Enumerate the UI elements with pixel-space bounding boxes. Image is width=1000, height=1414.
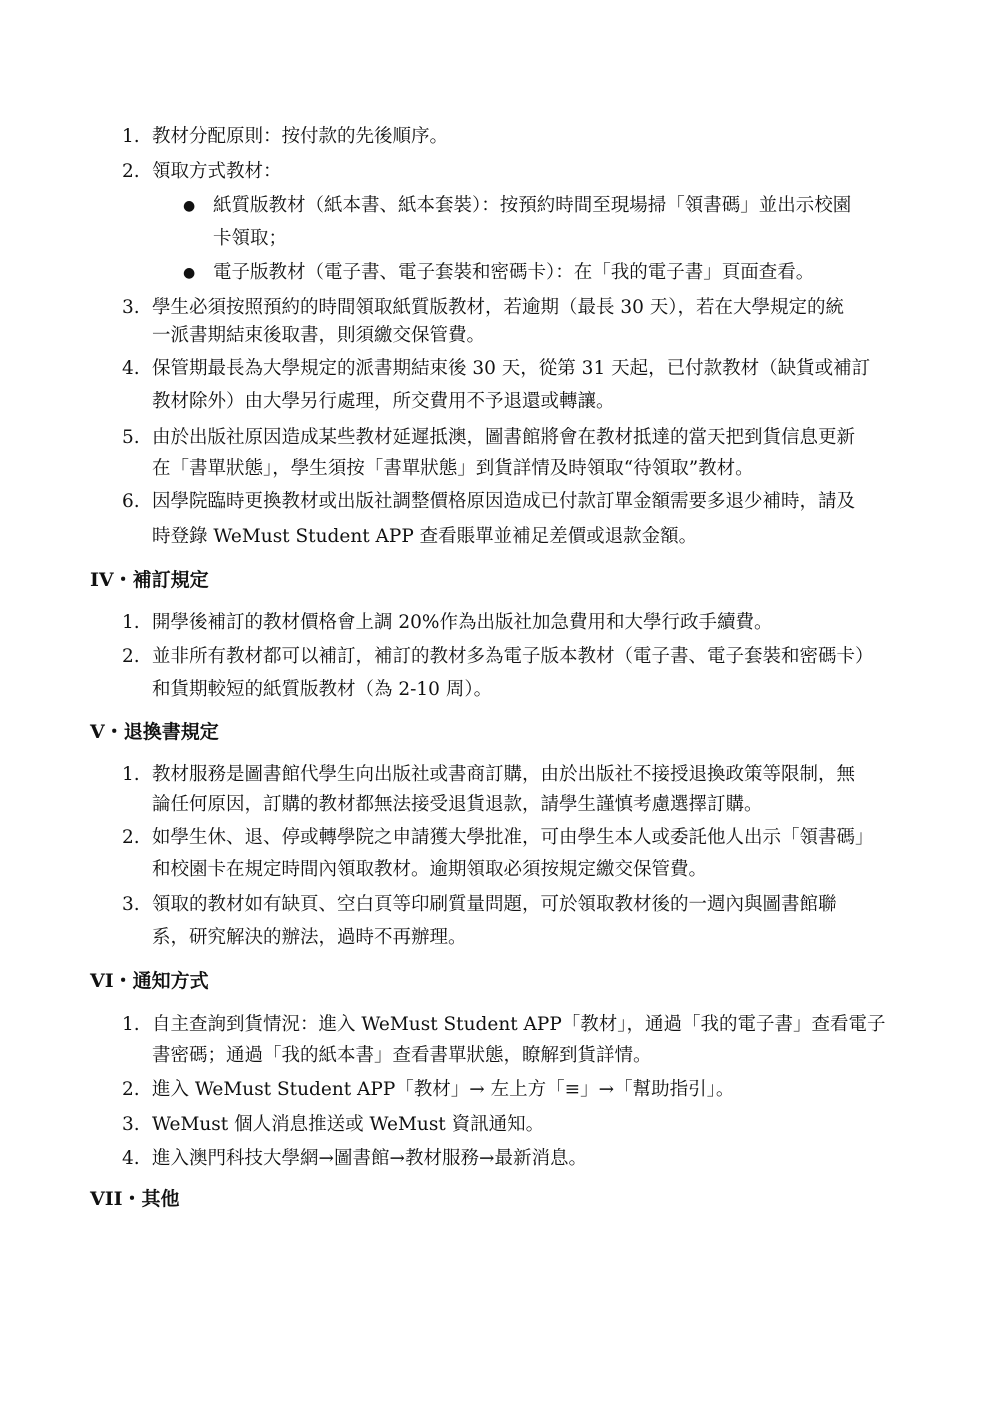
item-text: 系，研究解決的辦法，過時不再辦理。 — [152, 927, 467, 948]
bullet-text: 卡領取； — [213, 228, 288, 249]
item-number: 2. — [122, 646, 140, 667]
item-text: 和貨期較短的紙質版教材（為 2-10 周）。 — [152, 679, 493, 700]
item-text: 教材除外）由大學另行處理，所交費用不予退還或轉讓。 — [152, 391, 615, 412]
section-heading: IV・補訂規定 — [90, 569, 209, 591]
bullet-text: 電子版教材（電子書、電子套裝和密碼卡）：在「我的電子書」頁面查看。 — [213, 262, 815, 283]
item-text: 保管期最長為大學規定的派書期結束後 30 天，從第 31 天起，已付款教材（缺貨或補訂 — [152, 358, 871, 379]
item-text: 如學生休、退、停或轉學院之申請獲大學批准，可由學生本人或委託他人出示「領書碼」 — [152, 827, 874, 848]
bullet-text: 紙質版教材（紙本書、紙本套裝）：按預約時間至現場掃「領書碼」並出示校園 — [213, 195, 852, 216]
item-text: 進入澳門科技大學網→圖書館→教材服務→最新消息。 — [152, 1148, 588, 1169]
section-heading: VII・其他 — [90, 1188, 180, 1210]
section-heading: VI・通知方式 — [90, 970, 209, 992]
item-text: 一派書期結束後取書，則須繳交保管費。 — [152, 325, 486, 346]
item-text: 因學院臨時更換教材或出版社調整價格原因造成已付款訂單金額需要多退少補時，請及 — [152, 491, 856, 512]
item-text: 書密碼；通過「我的紙本書」查看書單狀態，瞭解到貨詳情。 — [152, 1045, 652, 1066]
item-number: 1. — [122, 764, 140, 785]
item-number: 1. — [122, 126, 140, 147]
item-text: 領取的教材如有缺頁、空白頁等印刷質量問題，可於領取教材後的一週內與圖書館聯 — [152, 894, 837, 915]
item-number: 4. — [122, 1148, 140, 1169]
bullet-icon: ● — [183, 198, 196, 214]
item-text: 開學後補訂的教材價格會上調 20%作為出版社加急費用和大學行政手續費。 — [152, 612, 773, 633]
section-heading: V・退換書規定 — [90, 721, 219, 743]
item-text: 由於出版社原因造成某些教材延遲抵澳，圖書館將會在教材抵達的當天把到貨信息更新 — [152, 427, 856, 448]
item-text: 並非所有教材都可以補訂，補訂的教材多為電子版本教材（電子書、電子套裝和密碼卡） — [152, 646, 874, 667]
item-number: 1. — [122, 1014, 140, 1035]
item-text: 時登錄 WeMust Student APP 查看賬單並補足差價或退款金額。 — [152, 526, 698, 547]
item-number: 6. — [122, 491, 140, 512]
bullet-icon: ● — [183, 265, 196, 281]
item-text: 學生必須按照預約的時間領取紙質版教材，若逾期（最長 30 天），若在大學規定的統 — [152, 297, 845, 318]
item-number: 1. — [122, 612, 140, 633]
item-text: 領取方式教材： — [152, 161, 282, 182]
item-text: WeMust 個人消息推送或 WeMust 資訊通知。 — [152, 1114, 545, 1135]
item-number: 2. — [122, 161, 140, 182]
item-text: 和校園卡在規定時間內領取教材。逾期領取必須按規定繳交保管費。 — [152, 859, 708, 880]
item-number: 3. — [122, 1114, 140, 1135]
item-text: 教材分配原則：按付款的先後順序。 — [152, 126, 449, 147]
item-number: 2. — [122, 827, 140, 848]
item-text: 自主查詢到貨情況：進入 WeMust Student APP「教材」，通過「我的電子書」查看電子 — [152, 1014, 886, 1035]
item-number: 3. — [122, 297, 140, 318]
item-number: 3. — [122, 894, 140, 915]
item-number: 2. — [122, 1079, 140, 1100]
item-text: 論任何原因，訂購的教材都無法接受退貨退款，請學生謹慎考慮選擇訂購。 — [152, 794, 763, 815]
item-text: 在「書單狀態」，學生須按「書單狀態」到貨詳情及時領取“待領取”教材。 — [152, 458, 754, 479]
item-text: 進入 WeMust Student APP「教材」→ 左上方「≡」→「幫助指引」。 — [152, 1079, 735, 1100]
item-number: 4. — [122, 358, 140, 379]
item-text: 教材服務是圖書館代學生向出版社或書商訂購，由於出版社不接授退換政策等限制，無 — [152, 764, 856, 785]
item-number: 5. — [122, 427, 140, 448]
